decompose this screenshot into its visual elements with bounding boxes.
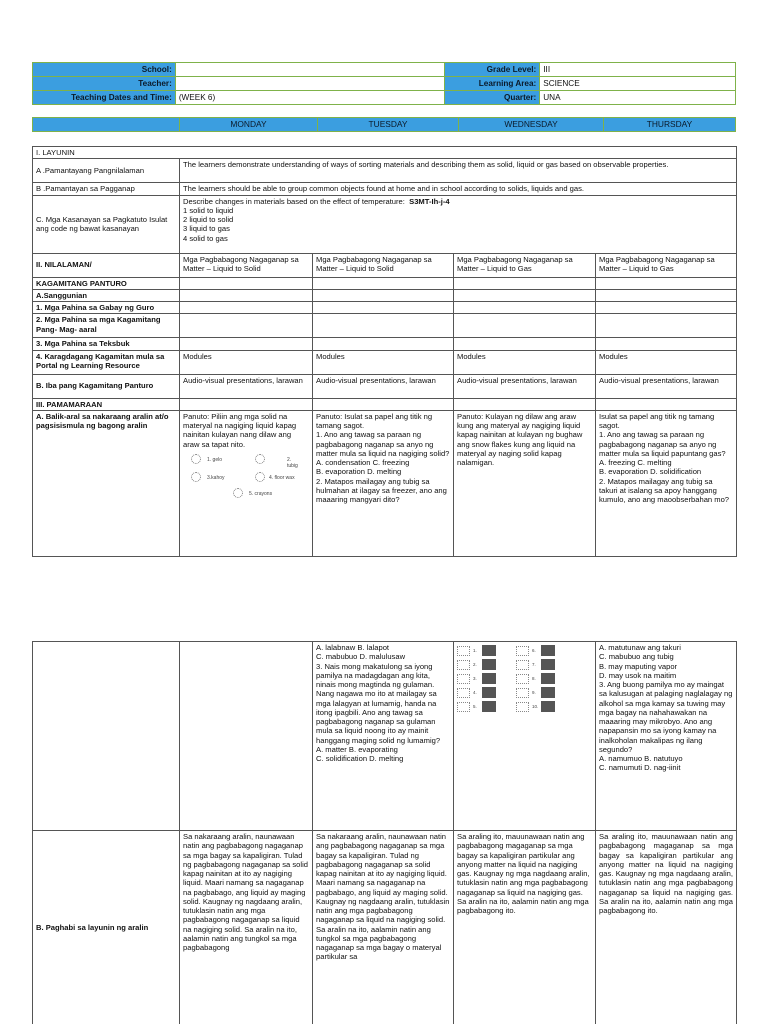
sun-icon [457, 660, 470, 670]
sun-icon [457, 646, 470, 656]
question-line: 1. Ano ang tawag sa paraan ng pagbabagong naganap sa anyo ng matter mula sa liquid papuntang gas? [599, 430, 726, 458]
question-line: A. matutunaw ang takuri [599, 643, 681, 652]
pangnilalaman-label: A .Pamantayang Pangnilalaman [33, 159, 180, 183]
av-monday: Audio-visual presentations, larawan [180, 374, 313, 398]
kasanayan-item: 3 liquid to gas [183, 224, 230, 234]
sun-icon [516, 674, 529, 684]
iba-label: B. Iba pang Kagamitang Panturo [33, 374, 180, 398]
modules-monday: Modules [180, 350, 313, 374]
question-line: A. freezing C. melting [599, 458, 672, 467]
paghabi-tuesday: Sa nakaraang aralin, naunawaan natin ang pagbabagong nagaganap sa mga bagay sa kapaligiran. Tulad ng pagbabagong nagaganap sa solid kapag nainitan at ito ay nagiging liquid. Maari namang sa nagaganap na pagbabago, ang liquid ay maging solid. Kaugnay ng nagdaang aralin, tutuklasin natin ang mga pagbabagong nagaganap sa liquid na nagiging solid. Sa aralin na ito, aalamin natin ang tungkol sa mga pagbabagong nagaganap sa mga bagay o materyal partikular sa [313, 831, 454, 1024]
question-line: 1. Ano ang tawag sa paraan ng pagbabagong naganap sa anyo ng matter mula sa liquid na nagiging solid? [316, 430, 450, 458]
area-label: Learning Area: [445, 77, 540, 91]
picture [541, 701, 555, 712]
sun-icon [191, 454, 201, 464]
pagganap-label: B .Pamantayan sa Pagganap [33, 183, 180, 195]
paghabi-monday: Sa nakaraang aralin, naunawaan natin ang pagbabagong nagaganap sa mga bagay sa kapaligiran. Tulad ng pagbabagong nagaganap sa solid kapag nainitan at ito ay nagiging liquid. Maari namang sa nagaganap na pagbabago, ang liquid ay maging solid. Kaugnay ng nagdaang aralin, tutuklasin natin ang mga pagbabagong nagaganap sa liquid na nagiging solid. Sa aralin na ito, aalamin natin ang tungkol sa mga pagbabagong [180, 831, 313, 1024]
quarter-field[interactable]: UNA [540, 91, 736, 105]
question-line: C. mabubuo D. malulusaw [316, 652, 406, 662]
balik-thursday [596, 410, 737, 556]
teacher-field[interactable] [175, 77, 445, 91]
nilalaman-monday: Mga Pagbabagong Nagaganap sa Matter – Liquid to Solid [180, 253, 313, 277]
picture [482, 673, 496, 684]
dates-field[interactable]: (WEEK 6) [175, 91, 445, 105]
question-line: C. mabubuo ang tubig [599, 652, 674, 662]
grade-field[interactable]: III [540, 63, 736, 77]
av-thursday: Audio-visual presentations, larawan [596, 374, 737, 398]
paghabi-thursday: Sa araling ito, mauunawaan natin ang pagbabagong magaganap sa mga bagay sa kapaligiran partikular ang anyong matter na liquid na nagiging gas. Kaugnay ng mga nagdaang aralin, tutuklasin natin ang mga pagbabagong nagaganap sa liquid na nagiging gas. Sa aralin na ito, aalamin natin ang mga pagbabagong ito. [596, 831, 737, 1024]
picture [541, 673, 555, 684]
kasanayan-code: S3MT-Ih-j-4 [409, 196, 450, 206]
picture [541, 659, 555, 670]
modules-tuesday: Modules [313, 350, 454, 374]
day-wednesday: WEDNESDAY [459, 118, 604, 131]
layunin-heading: I. LAYUNIN [33, 147, 737, 159]
question-line: B. evaporation D. melting [316, 467, 402, 477]
balik-wednesday: Panuto: Kulayan ng dilaw ang araw kung ang materyal ay nagiging liquid kapag nainitan at kulayan ng bughaw ang snow flakes kung ang liquid na materyal ay naging solid kapag nalamigan. [454, 410, 596, 556]
question-line: D. may usok na maitim [599, 670, 677, 680]
question-line: B. may maputing vapor [599, 661, 678, 671]
gabay-label: 1. Mga Pahina sa Gabay ng Guro [33, 302, 180, 314]
balik-tuesday [313, 410, 454, 556]
picture [541, 645, 555, 656]
av-wednesday: Audio-visual presentations, larawan [454, 374, 596, 398]
nilalaman-wednesday: Mga Pagbabagong Nagaganap sa Matter – Liquid to Gas [454, 253, 596, 277]
sanggunian-label: A.Sanggunian [33, 289, 180, 301]
pangnilalaman-text: The learners demonstrate understanding of ways of sorting materials and describing them as solid, liquid or gas based on observable properties. [180, 159, 737, 183]
kasanayan-item: 4 solid to gas [183, 233, 228, 243]
item-number: 3. [473, 675, 477, 681]
sun-icon [516, 688, 529, 698]
lesson-plan-bottom-table [32, 641, 737, 1024]
nilalaman-tuesday: Mga Pagbabagong Nagaganap sa Matter – Liquid to Solid [313, 253, 454, 277]
kasanayan-label: C. Mga Kasanayan sa Pagkatuto Isulat ang code ng bawat kasanayan [33, 195, 180, 253]
question-line: 2. Matapos mailagay ang tubig sa hulmahan at ilagay sa freezer, ano ang maaaring mangyari dito? [316, 476, 447, 504]
question-line: A. matter B. evaporating [316, 744, 398, 754]
dates-label: Teaching Dates and Time: [33, 91, 176, 105]
figure-label: 2. tubig [287, 456, 298, 469]
area-field[interactable]: SCIENCE [540, 77, 736, 91]
teksbuk-label: 3. Mga Pahina sa Teksbuk [33, 338, 180, 350]
balik-monday-text: Panuto: Piliin ang mga solid na materyal na nagiging liquid kapag nainitan kulayan nang dilaw ang araw sa tapat nito. [183, 411, 297, 449]
picture-grid [457, 643, 592, 712]
question-line: 3. Ang buong pamilya mo ay maingat sa kalusugan at palaging naglalagay ng alkohol sa mga kamay sa tuwing may mga bagay na nahahawakan na maaaring may mikrobyo. Ano ang napapansin mo sa iyong kamay na inalkoholan makalipas ng ilang segundo? [599, 680, 733, 754]
paghabi-wednesday: Sa araling ito, mauunawaan natin ang pagbabagong magaganap sa mga bagay sa kapaligiran partikular ang anyong matter na liquid na nagiging gas. Kaugnay ng mga nagdaang aralin, tutuklasin natin ang mga pagbabagong nagaganap sa liquid na nagiging gas. Sa aralin na ito, aalamin natin ang mga pagbabagong ito. [454, 831, 596, 1024]
continuation-tuesday [313, 642, 454, 831]
sun-icon [457, 702, 470, 712]
day-thursday: THURSDAY [646, 119, 693, 129]
kasanayan-item: 1 solid to liquid [183, 205, 234, 215]
day-header-strip [32, 117, 736, 132]
paghabi-label: B. Paghabi sa layunin ng aralin [33, 831, 180, 1024]
karagdagang-label: 4. Karagdagang Kagamitan mula sa Portal ng Learning Resource [33, 350, 180, 374]
day-monday: MONDAY [180, 118, 318, 131]
school-label: School: [33, 63, 176, 77]
figure-label: 3.kahoy [207, 474, 225, 481]
balik-monday [180, 410, 313, 556]
question-line: 3. Nais mong makatulong sa iyong pamilya na madagdagan ang kita, ninais mong magtinda ng gulaman. Nang nagawa mo ito at mailagay sa mga lalagyan at lumamig, handa na itong ipagbili. Ano ang tawag sa pagbabagong naganap sa gulaman mula sa liquid noong ito ay mainit hanggang maging solid ng lumamig? [316, 661, 441, 745]
picture [541, 687, 555, 698]
picture [482, 687, 496, 698]
item-number: 7. [532, 661, 536, 667]
figure-label: 4. floor wax [269, 474, 295, 481]
question-line: Panuto: Isulat sa papel ang titik ng tamang sagot. [316, 411, 433, 430]
item-number: 6. [532, 647, 536, 653]
sun-icon [255, 472, 265, 482]
kagamitan-label: KAGAMITANG PANTURO [33, 277, 180, 289]
sun-icon [191, 472, 201, 482]
sun-icon [516, 660, 529, 670]
av-tuesday: Audio-visual presentations, larawan [313, 374, 454, 398]
question-line: 2. Matapos mailagay ang tubig sa takuri at isalang sa apoy hanggang kumulo, ano ang maoobserbahan mo? [599, 476, 730, 504]
sun-icon [516, 646, 529, 656]
day-tuesday: TUESDAY [318, 118, 459, 131]
quarter-label: Quarter: [445, 91, 540, 105]
sun-icon [457, 674, 470, 684]
pagganap-text: The learners should be able to group common objects found at home and in school according to solids, liquids and gas. [180, 183, 737, 195]
question-line: C. namumuti D. nag-iinit [599, 763, 681, 773]
kasanayan-intro: Describe changes in materials based on the effect of temperature: [183, 196, 405, 206]
picture [482, 645, 496, 656]
question-line: C. solidification D. melting [316, 754, 404, 763]
question-line: A. lalabnaw B. lalapot [316, 643, 390, 652]
kasanayan-item: 2 liquid to solid [183, 215, 234, 224]
item-number: 4. [473, 689, 477, 695]
kasanayan-text [180, 195, 737, 253]
balik-label: A. Balik-aral sa nakaraang aralin at/o pagsisismula ng bagong aralin [33, 410, 180, 556]
item-number: 2. [473, 661, 477, 667]
figure-label: 5. crayons [249, 490, 273, 497]
figure-label: 1. gelo [207, 456, 223, 463]
continuation-thursday [596, 642, 737, 831]
picture [482, 659, 496, 670]
question-line: A. condensation C. freezing [316, 458, 410, 467]
item-number: 8. [532, 675, 536, 681]
modules-thursday: Modules [596, 350, 737, 374]
flower-figure [183, 452, 303, 500]
sun-icon [233, 488, 243, 498]
item-number: 10. [532, 703, 539, 709]
pamamaraan-label: III. PAMAMARAAN [33, 398, 180, 410]
item-number: 9. [532, 689, 536, 695]
question-line: B. evaporation D. solidification [599, 467, 702, 477]
sun-icon [516, 702, 529, 712]
item-number: 1. [473, 647, 477, 653]
grade-label: Grade Level: [445, 63, 540, 77]
item-number: 5. [473, 703, 477, 709]
sun-icon [255, 454, 265, 464]
question-line: Isulat sa papel ang titik ng tamang sagot. [599, 411, 715, 430]
header-table [32, 62, 736, 105]
sun-icon [457, 688, 470, 698]
school-field[interactable] [175, 63, 445, 77]
continuation-wednesday [454, 642, 596, 831]
kagamitang-label: 2. Mga Pahina sa mga Kagamitang Pang- Mag- aaral [33, 314, 180, 338]
lesson-plan-top-table [32, 146, 737, 557]
picture [482, 701, 496, 712]
teacher-label: Teacher: [33, 77, 176, 91]
modules-wednesday: Modules [454, 350, 596, 374]
nilalaman-thursday: Mga Pagbabagong Nagaganap sa Matter – Liquid to Gas [596, 253, 737, 277]
question-line: A. namumuo B. natutuyo [599, 754, 683, 763]
nilalaman-label: II. NILALAMAN/ [33, 253, 180, 277]
day-blank [33, 118, 180, 131]
